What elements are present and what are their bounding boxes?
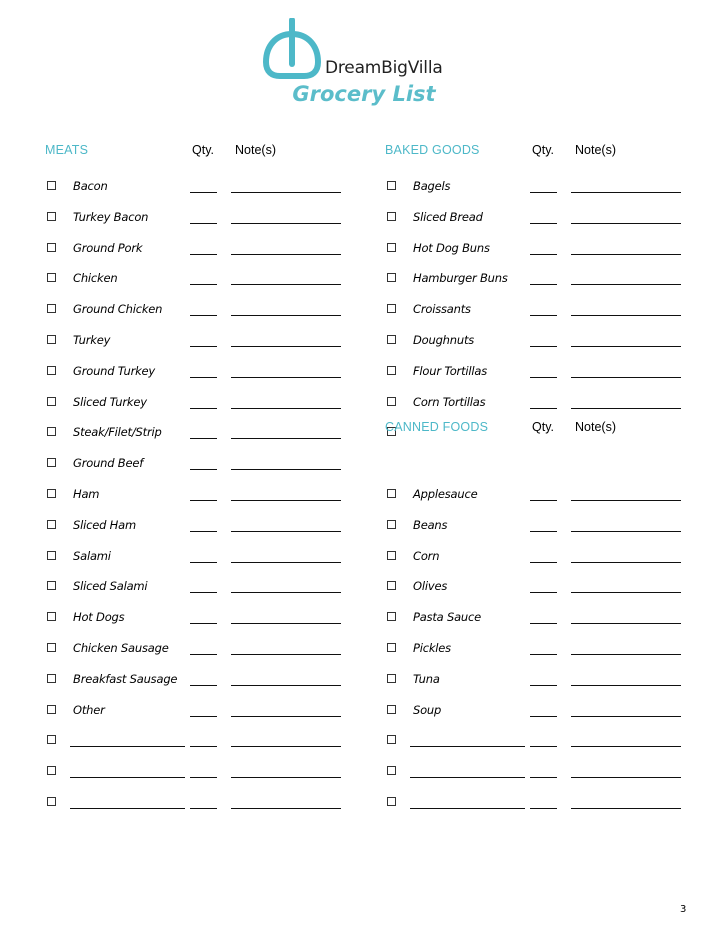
- item-checkbox[interactable]: [387, 612, 396, 621]
- qty-line[interactable]: [190, 469, 217, 470]
- qty-line[interactable]: [530, 654, 557, 655]
- item-label: Croissants: [413, 302, 471, 317]
- item-checkbox[interactable]: [387, 304, 396, 313]
- qty-line[interactable]: [190, 377, 217, 378]
- qty-line[interactable]: [190, 346, 217, 347]
- list-item: [45, 605, 345, 629]
- item-label: Sliced Ham: [73, 517, 136, 532]
- list-item: [385, 605, 685, 629]
- notes-line[interactable]: [571, 592, 681, 593]
- qty-line[interactable]: [190, 284, 217, 285]
- list-item: [45, 667, 345, 691]
- list-item: [45, 205, 345, 229]
- item-label: Ham: [73, 487, 100, 501]
- item-label: Breakfast Sausage: [73, 671, 178, 686]
- qty-line[interactable]: [530, 777, 557, 778]
- notes-column-header: Note(s): [575, 420, 616, 435]
- list-item: [45, 698, 345, 722]
- list-item: [45, 636, 345, 660]
- notes-line[interactable]: [571, 315, 681, 316]
- qty-line[interactable]: [530, 315, 557, 316]
- blank-row: [385, 728, 685, 752]
- item-checkbox[interactable]: [387, 273, 396, 282]
- notes-line[interactable]: [231, 808, 341, 809]
- list-item: [385, 698, 685, 722]
- list-item: [385, 574, 685, 598]
- list-item: [45, 574, 345, 598]
- list-item: [385, 205, 685, 229]
- qty-line[interactable]: [190, 500, 217, 501]
- item-checkbox[interactable]: [47, 366, 56, 375]
- item-label: Ground Pork: [73, 240, 143, 255]
- meats-header: [45, 143, 345, 163]
- meats-category-title: MEATS: [45, 143, 89, 157]
- list-item: [385, 390, 685, 414]
- qty-line[interactable]: [530, 223, 557, 224]
- qty-line[interactable]: [530, 808, 557, 809]
- item-checkbox[interactable]: [387, 674, 396, 683]
- notes-line[interactable]: [231, 623, 341, 624]
- qty-line[interactable]: [190, 438, 217, 439]
- baked-goods-category-title: BAKED GOODS: [385, 143, 480, 157]
- item-checkbox[interactable]: [47, 674, 56, 683]
- item-label: Turkey: [73, 333, 111, 347]
- notes-line[interactable]: [571, 254, 681, 255]
- item-label: Sliced Bread: [413, 209, 483, 224]
- notes-line[interactable]: [571, 777, 681, 778]
- qty-column-header: Qty.: [532, 143, 554, 157]
- list-item: [385, 359, 685, 383]
- qty-line[interactable]: [190, 808, 217, 809]
- item-label: Applesauce: [413, 487, 478, 501]
- notes-line[interactable]: [231, 469, 341, 470]
- list-item: [45, 328, 345, 352]
- item-checkbox[interactable]: [387, 766, 396, 775]
- list-item: [45, 359, 345, 383]
- item-label: Corn Tortillas: [413, 394, 486, 409]
- qty-line[interactable]: [530, 377, 557, 378]
- item-checkbox[interactable]: [47, 797, 56, 806]
- item-label: Olives: [413, 579, 448, 594]
- item-label: Hot Dogs: [73, 610, 125, 625]
- item-checkbox[interactable]: [387, 551, 396, 560]
- item-label: Hamburger Buns: [413, 271, 508, 286]
- qty-line[interactable]: [190, 685, 217, 686]
- item-label: Ground Turkey: [73, 363, 156, 378]
- item-checkbox[interactable]: [387, 489, 396, 498]
- item-checkbox[interactable]: [387, 181, 396, 190]
- item-checkbox[interactable]: [47, 581, 56, 590]
- item-checkbox[interactable]: [387, 735, 396, 744]
- item-label: Pickles: [413, 641, 451, 655]
- qty-line[interactable]: [190, 562, 217, 563]
- qty-line[interactable]: [190, 592, 217, 593]
- item-checkbox[interactable]: [47, 766, 56, 775]
- item-checkbox[interactable]: [47, 458, 56, 467]
- item-name-line[interactable]: [70, 746, 185, 747]
- qty-line[interactable]: [190, 223, 217, 224]
- list-item: [45, 266, 345, 290]
- item-checkbox[interactable]: [47, 489, 56, 498]
- blank-row: [45, 728, 345, 752]
- item-label: Flour Tortillas: [413, 363, 488, 378]
- qty-line[interactable]: [190, 777, 217, 778]
- item-name-line[interactable]: [410, 808, 525, 809]
- qty-line[interactable]: [530, 408, 557, 409]
- item-checkbox[interactable]: [47, 181, 56, 190]
- item-checkbox[interactable]: [47, 520, 56, 529]
- qty-line[interactable]: [530, 284, 557, 285]
- list-item: [45, 451, 345, 475]
- item-name-line[interactable]: [70, 808, 185, 809]
- item-label: Sliced Salami: [73, 579, 148, 594]
- item-label: Corn: [413, 548, 440, 563]
- blank-row: [45, 790, 345, 814]
- notes-line[interactable]: [231, 346, 341, 347]
- item-name-line[interactable]: [410, 777, 525, 778]
- item-label: Sliced Turkey: [73, 394, 147, 409]
- item-checkbox[interactable]: [47, 304, 56, 313]
- list-item: [45, 544, 345, 568]
- item-checkbox[interactable]: [387, 366, 396, 375]
- item-checkbox[interactable]: [47, 212, 56, 221]
- qty-line[interactable]: [190, 746, 217, 747]
- item-checkbox[interactable]: [387, 335, 396, 344]
- qty-line[interactable]: [530, 531, 557, 532]
- list-item: [45, 482, 345, 506]
- list-item: [385, 482, 685, 506]
- qty-line[interactable]: [190, 408, 217, 409]
- notes-line[interactable]: [231, 777, 341, 778]
- list-item: [385, 667, 685, 691]
- qty-column-header: Qty.: [532, 420, 554, 435]
- notes-line[interactable]: [231, 377, 341, 378]
- item-checkbox[interactable]: [387, 212, 396, 221]
- notes-line[interactable]: [571, 531, 681, 532]
- item-name-line[interactable]: [70, 777, 185, 778]
- item-label: Chicken: [73, 271, 118, 286]
- item-checkbox[interactable]: [47, 705, 56, 714]
- item-label: Tuna: [413, 671, 440, 686]
- list-item: [385, 266, 685, 290]
- qty-line[interactable]: [190, 192, 217, 193]
- brand-name: DreamBigVilla: [325, 58, 443, 78]
- notes-column-header: Note(s): [235, 143, 276, 157]
- item-checkbox[interactable]: [47, 273, 56, 282]
- notes-line[interactable]: [571, 284, 681, 285]
- item-checkbox[interactable]: [387, 705, 396, 714]
- notes-line[interactable]: [571, 346, 681, 347]
- list-item: [45, 390, 345, 414]
- notes-line[interactable]: [231, 500, 341, 501]
- blank-row: [385, 790, 685, 814]
- qty-line[interactable]: [530, 746, 557, 747]
- item-label: Bacon: [73, 179, 108, 193]
- notes-line[interactable]: [231, 254, 341, 255]
- item-checkbox[interactable]: [47, 243, 56, 252]
- notes-line[interactable]: [571, 377, 681, 378]
- list-item: [385, 544, 685, 568]
- item-label: Bagels: [413, 179, 451, 193]
- notes-line[interactable]: [231, 408, 341, 409]
- list-item: [45, 420, 345, 444]
- page-number: 3: [680, 904, 687, 915]
- list-item: [385, 328, 685, 352]
- qty-line[interactable]: [530, 685, 557, 686]
- item-checkbox[interactable]: [387, 243, 396, 252]
- notes-line[interactable]: [571, 192, 681, 193]
- notes-line[interactable]: [231, 562, 341, 563]
- notes-line[interactable]: [571, 685, 681, 686]
- page-title: Grocery List: [292, 82, 436, 106]
- qty-line[interactable]: [530, 254, 557, 255]
- item-checkbox[interactable]: [47, 643, 56, 652]
- notes-line[interactable]: [571, 223, 681, 224]
- list-item: [385, 513, 685, 537]
- canned-foods-category-title: CANNED FOODS: [385, 420, 489, 435]
- notes-line[interactable]: [571, 808, 681, 809]
- item-checkbox[interactable]: [47, 335, 56, 344]
- notes-line[interactable]: [231, 531, 341, 532]
- qty-line[interactable]: [190, 654, 217, 655]
- brand-logo: [262, 18, 462, 80]
- qty-line[interactable]: [530, 623, 557, 624]
- item-checkbox[interactable]: [387, 643, 396, 652]
- notes-line[interactable]: [231, 438, 341, 439]
- item-checkbox[interactable]: [387, 397, 396, 406]
- baked-goods-header: [385, 143, 685, 163]
- item-label: Soup: [413, 702, 442, 717]
- qty-line[interactable]: [190, 716, 217, 717]
- notes-line[interactable]: [571, 654, 681, 655]
- qty-line[interactable]: [530, 562, 557, 563]
- item-checkbox[interactable]: [387, 581, 396, 590]
- qty-line[interactable]: [530, 592, 557, 593]
- item-checkbox[interactable]: [387, 797, 396, 806]
- qty-line[interactable]: [190, 531, 217, 532]
- notes-line[interactable]: [571, 562, 681, 563]
- notes-line[interactable]: [571, 408, 681, 409]
- canned-foods-header: [385, 420, 685, 440]
- item-name-line[interactable]: [410, 746, 525, 747]
- notes-line[interactable]: [231, 592, 341, 593]
- list-item: [385, 636, 685, 660]
- item-checkbox[interactable]: [47, 427, 56, 436]
- list-item: [45, 174, 345, 198]
- notes-line[interactable]: [231, 685, 341, 686]
- list-item: [45, 513, 345, 537]
- qty-column-header: Qty.: [192, 143, 214, 157]
- qty-line[interactable]: [530, 500, 557, 501]
- item-checkbox[interactable]: [387, 520, 396, 529]
- blank-row: [385, 759, 685, 783]
- qty-line[interactable]: [530, 346, 557, 347]
- list-item: [385, 236, 685, 260]
- item-label: Ground Chicken: [73, 302, 163, 317]
- qty-line[interactable]: [190, 315, 217, 316]
- item-label: Pasta Sauce: [413, 610, 482, 625]
- list-item: [45, 236, 345, 260]
- qty-line[interactable]: [190, 254, 217, 255]
- item-checkbox[interactable]: [47, 397, 56, 406]
- notes-column-header: Note(s): [575, 143, 616, 157]
- qty-line[interactable]: [190, 623, 217, 624]
- qty-line[interactable]: [530, 192, 557, 193]
- notes-line[interactable]: [571, 500, 681, 501]
- notes-line[interactable]: [571, 623, 681, 624]
- item-label: Steak/Filet/Strip: [73, 425, 162, 440]
- item-checkbox[interactable]: [47, 735, 56, 744]
- list-item: [385, 174, 685, 198]
- item-label: Hot Dog Buns: [413, 240, 490, 255]
- list-item: [385, 297, 685, 321]
- notes-line[interactable]: [231, 192, 341, 193]
- item-checkbox[interactable]: [47, 551, 56, 560]
- qty-line[interactable]: [530, 716, 557, 717]
- item-label: Beans: [413, 517, 448, 532]
- item-label: Doughnuts: [413, 333, 475, 347]
- notes-line[interactable]: [231, 654, 341, 655]
- item-label: Salami: [73, 548, 111, 563]
- notes-line[interactable]: [571, 746, 681, 747]
- item-label: Chicken Sausage: [73, 641, 169, 655]
- notes-line[interactable]: [231, 284, 341, 285]
- list-item: [45, 297, 345, 321]
- blank-row: [45, 759, 345, 783]
- notes-line[interactable]: [231, 746, 341, 747]
- notes-line[interactable]: [231, 315, 341, 316]
- item-label: Other: [73, 702, 105, 717]
- item-checkbox[interactable]: [47, 612, 56, 621]
- item-label: Turkey Bacon: [73, 209, 149, 224]
- item-label: Ground Beef: [73, 456, 144, 471]
- notes-line[interactable]: [231, 223, 341, 224]
- notes-line[interactable]: [571, 716, 681, 717]
- notes-line[interactable]: [231, 716, 341, 717]
- logo-mark-icon: [262, 18, 322, 80]
